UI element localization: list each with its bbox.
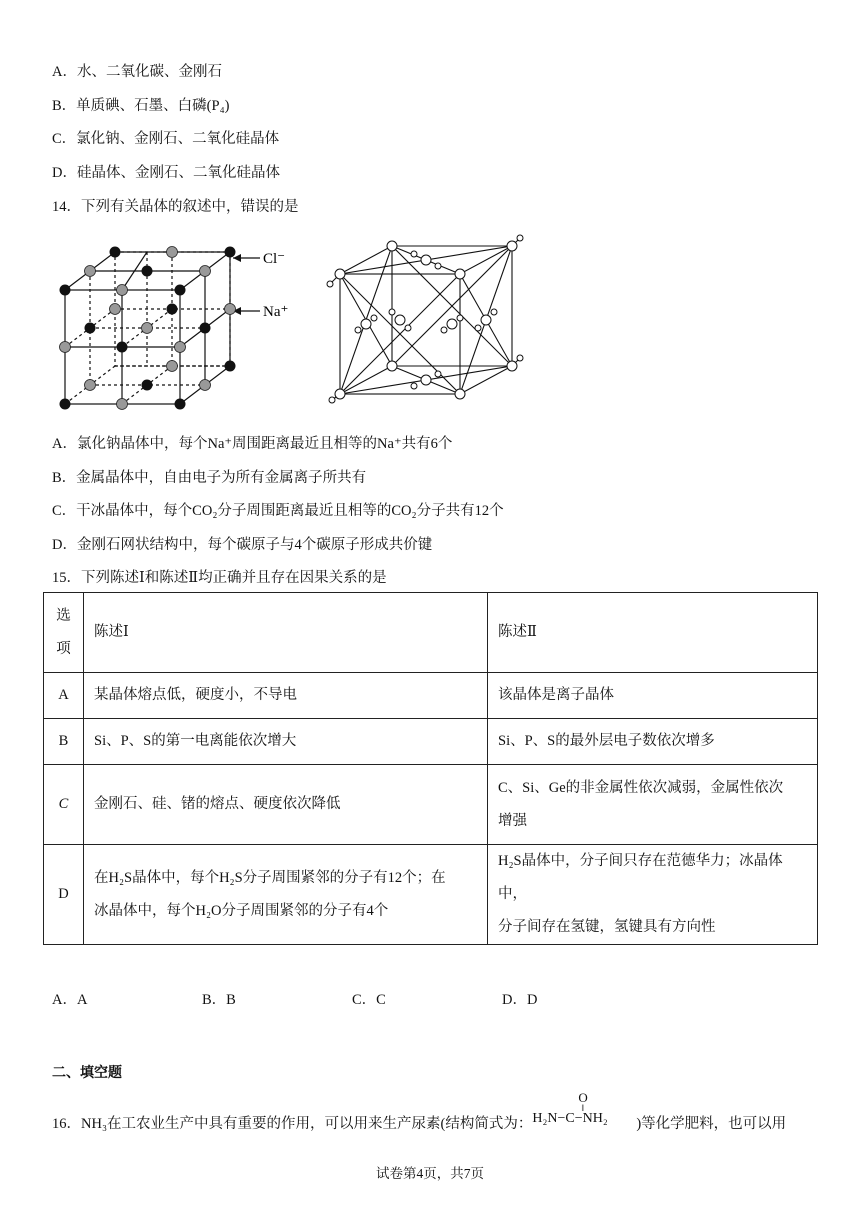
q14-option-b: B．金属晶体中，自由电子为所有金属离子所共有 <box>52 470 367 486</box>
cl-label: Cl⁻ <box>263 251 286 267</box>
q13-option-b: B．单质碘、石墨、白磷(P₄) <box>52 98 230 114</box>
q14-option-d: D．金刚石网状结构中，每个碳原子与4个碳原子形成共价键 <box>52 537 433 553</box>
q15-table <box>43 592 818 945</box>
q13-option-a: A．水、二氧化碳、金刚石 <box>52 64 222 80</box>
q14-option-c: C．干冰晶体中，每个CO₂分子周围距离最近且相等的CO₂分子共有12个 <box>52 503 504 519</box>
q14-stem: 14．下列有关晶体的叙述中，错误的是 <box>52 199 299 215</box>
q15-answer-b: B．B <box>202 992 236 1008</box>
table-row: A 某晶体熔点低，硬度小，不导电 该晶体是离子晶体 <box>44 673 818 719</box>
urea-formula: O ‖ H₂N−C−NH₂ <box>532 1090 608 1126</box>
nacl-crystal-figure <box>55 236 310 416</box>
q13-option-d: D．硅晶体、金刚石、二氧化硅晶体 <box>52 165 280 181</box>
table-row: B Si、P、S的第一电离能依次增大 Si、P、S的最外层电子数依次增多 <box>44 719 818 765</box>
q15-answer-c: C．C <box>352 992 386 1008</box>
q15-answer-d: D．D <box>502 992 538 1008</box>
header-statement-2: 陈述Ⅱ <box>488 593 818 673</box>
dry-ice-crystal-figure <box>322 232 532 412</box>
q15-answer-a: A．A <box>52 992 88 1008</box>
header-statement-1: 陈述Ⅰ <box>84 593 488 673</box>
table-row: D 在H₂S晶体中，每个H₂S分子周围紧邻的分子有12个；在 冰晶体中，每个H₂O分子周围紧邻的分子有4个 H₂S晶体中，分子间只存在范德华力；冰晶体中， 分子间存在氢键，氢键具有方向性 <box>44 845 818 945</box>
table-header-row <box>44 593 818 673</box>
section-title: 二、填空题 <box>52 1064 122 1080</box>
q14-option-a: A．氯化钠晶体中，每个Na⁺周围距离最近且相等的Na⁺共有6个 <box>52 436 453 452</box>
q13-option-c: C．氯化钠、金刚石、二氧化硅晶体 <box>52 131 280 147</box>
table-row: C 金刚石、硅、锗的熔点、硬度依次降低 C、Si、Ge的非金属性依次减弱，金属性依次 增强 <box>44 765 818 845</box>
q15-stem: 15．下列陈述Ⅰ和陈述Ⅱ均正确并且存在因果关系的是 <box>52 570 387 586</box>
na-label: Na⁺ <box>263 304 289 320</box>
header-option: 选 项 <box>44 593 84 673</box>
q16-text: 16．NH₃在工农业生产中具有重要的作用，可以用来生产尿素(结构简式为： O ‖ H₂N−C−NH₂ )等化学肥料，也可以用 <box>52 1090 787 1132</box>
page-footer: 试卷第4页，共7页 <box>376 1166 484 1181</box>
